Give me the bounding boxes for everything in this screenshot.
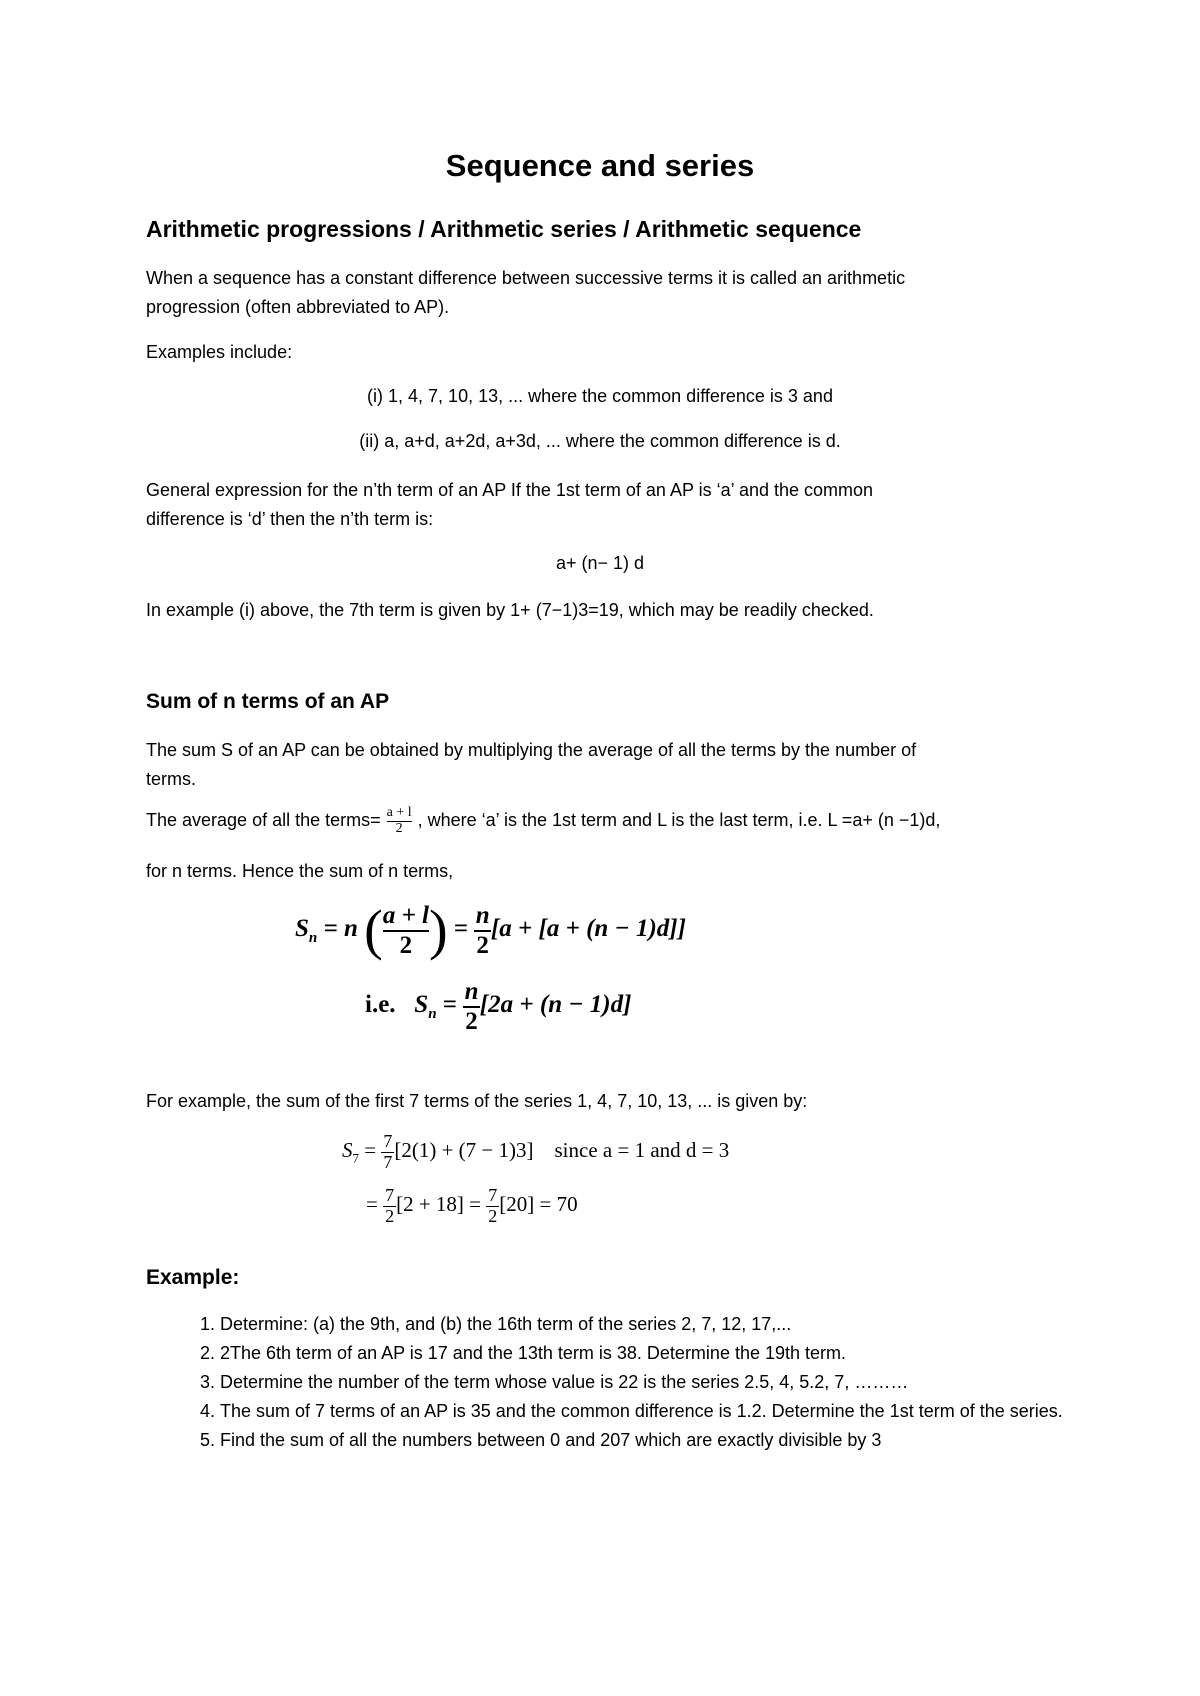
formula2-eq: = <box>436 991 464 1019</box>
list-item: 1. Determine: (a) the 9th, and (b) the 16th term of the series 2, 7, 12, 17,... <box>220 1310 1150 1339</box>
formula2-lhs: S <box>414 991 429 1019</box>
formula1-lhs-sub: n <box>308 930 318 947</box>
worked-fraction-3 <box>486 1186 499 1227</box>
sum-line-2: terms. <box>146 769 197 789</box>
worked-bracket-3: [20] = 70 <box>499 1192 578 1217</box>
average-line-2: for n terms. Hence the sum of n terms, <box>146 861 454 881</box>
list-item: 3. Determine the number of the term whose value is 22 is the series 2.5, 4, 5.2, 7, ……… <box>220 1368 1150 1397</box>
formula2-frac-num: n <box>464 978 479 1005</box>
for-example-line: For example, the sum of the first 7 terms of the series 1, 4, 7, 10, 13, ... is given by: <box>146 1091 808 1111</box>
formula1-fraction-2 <box>474 902 491 959</box>
worked-f1-num: 7 <box>383 1131 393 1151</box>
worked-eq: = <box>359 1138 382 1163</box>
sum-paragraph <box>146 736 1066 794</box>
average-fraction-numerator: a + l <box>386 805 412 821</box>
formula1-frac-den: 2 <box>383 930 429 960</box>
example-i: (i) 1, 4, 7, 10, 13, ... where the common difference is 3 and <box>367 386 833 406</box>
examples-label: Examples include: <box>146 342 293 362</box>
sum-formula-2 <box>365 978 631 1035</box>
page-title: Sequence and series <box>445 148 755 183</box>
worked-bracket-2: [2 + 18] = <box>396 1192 487 1217</box>
general-expression-paragraph <box>146 476 1066 534</box>
worked-example-line-2 <box>366 1186 578 1227</box>
general-line-1: General expression for the n’th term of an AP If the 1st term of an AP is ‘a’ and the common <box>146 480 874 500</box>
worked-since: since a = 1 and d = 3 <box>554 1138 730 1163</box>
average-prefix: The average of all the terms= <box>146 810 381 830</box>
sum-line-1: The sum S of an AP can be obtained by multiplying the average of all the terms by the number of <box>146 740 917 760</box>
worked-fraction-2 <box>383 1186 396 1227</box>
right-paren-symbol: ) <box>429 899 448 962</box>
formula1-lhs: S <box>295 915 309 943</box>
worked-f3-den: 2 <box>488 1205 498 1226</box>
list-item: 5. Find the sum of all the numbers between 0 and 207 which are exactly divisible by 3 <box>220 1426 1150 1455</box>
average-fraction <box>387 806 412 836</box>
example-ii: (ii) a, a+d, a+2d, a+3d, ... where the common difference is d. <box>359 431 841 451</box>
general-line-2: difference is ‘d’ then the n’th term is: <box>146 509 434 529</box>
worked-fraction-1 <box>381 1132 394 1173</box>
formula1-rhs: [a + [a + (n − 1)d]] <box>490 915 686 943</box>
section-heading-example: Example: <box>146 1266 240 1289</box>
formula2-rhs: [2a + (n − 1)d] <box>479 991 632 1019</box>
intro-paragraph <box>146 264 1066 322</box>
worked-example-line-1 <box>342 1132 729 1173</box>
worked-f1-den: 7 <box>383 1151 393 1172</box>
average-line <box>146 806 1066 836</box>
formula2-fraction <box>463 978 480 1035</box>
intro-line-1: When a sequence has a constant difference between successive terms it is called an arithmetic <box>146 268 906 288</box>
formula2-prefix: i.e. <box>365 991 396 1019</box>
formula2-frac-den: 2 <box>465 1007 478 1035</box>
nth-term-formula: a+ (n− 1) d <box>555 553 645 573</box>
sum-formula-1 <box>295 899 686 962</box>
list-item: 2. 2The 6th term of an AP is 17 and the 13th term is 38. Determine the 19th term. <box>220 1339 1150 1368</box>
worked-f2-den: 2 <box>385 1205 395 1226</box>
formula1-eq2: = <box>453 915 475 943</box>
list-item: 4. The sum of 7 terms of an AP is 35 and the common difference is 1.2. Determine the 1st term of the series. <box>220 1397 1150 1426</box>
worked-bracket-1: [2(1) + (7 − 1)3] <box>394 1138 534 1163</box>
section-heading-arithmetic: Arithmetic progressions / Arithmetic series / Arithmetic sequence <box>146 216 862 242</box>
example-list <box>146 1310 1150 1455</box>
formula1-frac2-num: n <box>475 902 490 929</box>
section-heading-sum: Sum of n terms of an AP <box>146 690 390 713</box>
intro-line-2: progression (often abbreviated to AP). <box>146 297 450 317</box>
formula1-frac2-den: 2 <box>476 931 489 959</box>
left-paren-symbol: ( <box>364 899 383 962</box>
average-suffix: , where ‘a’ is the 1st term and L is the last term, i.e. L =a+ (n −1)d, <box>417 810 941 830</box>
example-check: In example (i) above, the 7th term is given by 1+ (7−1)3=19, which may be readily checked. <box>146 600 874 620</box>
worked-lhs: S <box>342 1138 353 1163</box>
worked-f2-num: 7 <box>385 1185 395 1205</box>
formula1-frac-num: a + l <box>382 902 430 929</box>
worked-eq2: = <box>366 1192 384 1217</box>
average-fraction-denominator: 2 <box>387 821 412 837</box>
worked-lhs-sub: 7 <box>352 1150 359 1166</box>
formula1-fraction <box>383 902 429 959</box>
formula1-eq1: = n <box>317 915 358 943</box>
formula2-lhs-sub: n <box>428 1006 437 1023</box>
worked-f3-num: 7 <box>488 1185 498 1205</box>
